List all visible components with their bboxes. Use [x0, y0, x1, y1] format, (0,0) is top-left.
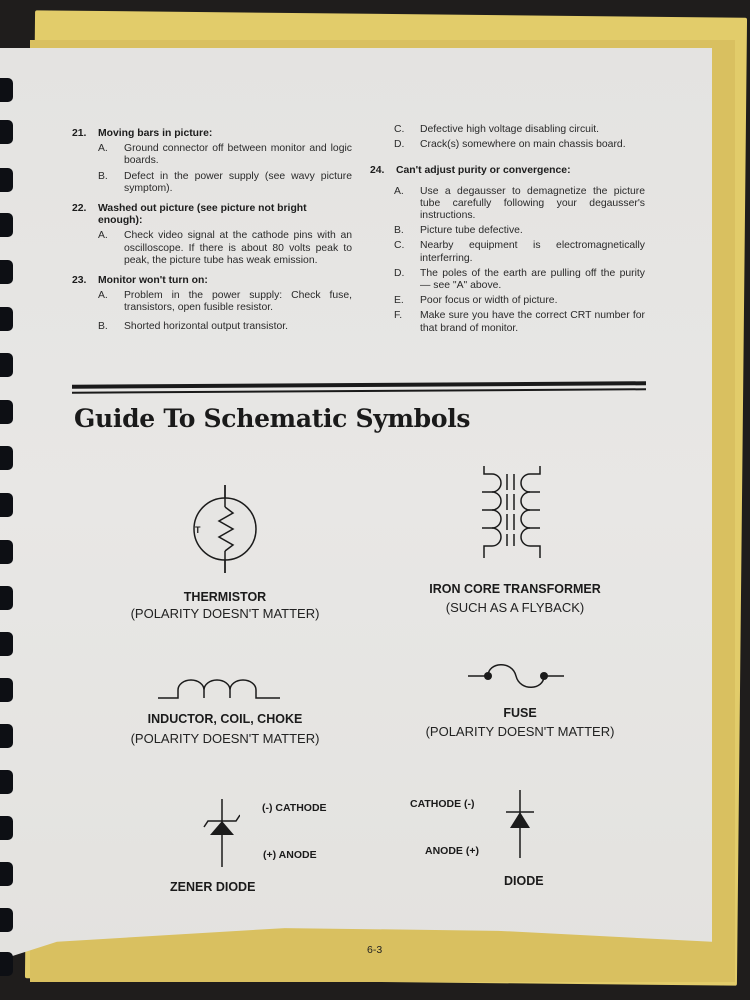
thermistor-note: (POLARITY DOESN'T MATTER) — [130, 606, 320, 621]
page-number: 6-3 — [367, 944, 383, 956]
answer-text: Problem in the power supply: Check fuse, transistors, open fusible resistor. — [124, 290, 352, 314]
item-title: Monitor won't turn on: — [98, 275, 208, 287]
item-23 — [72, 275, 352, 333]
transformer-note: (SUCH AS A FLYBACK) — [445, 600, 585, 615]
answer-letter: B. — [98, 320, 108, 332]
answer-letter: D. — [394, 267, 405, 279]
fuse-label: FUSE — [503, 706, 537, 720]
transformer-label: IRON CORE TRANSFORMER — [429, 582, 601, 596]
item-number: 23. — [72, 275, 87, 287]
inductor-icon — [156, 678, 286, 702]
troubleshooting-right-column — [370, 124, 645, 343]
item-21 — [72, 128, 352, 195]
thermistor-label: THERMISTOR — [183, 590, 267, 604]
answer-text: The poles of the earth are pulling off the purity — see "A" above. — [420, 267, 645, 292]
inductor-note: (POLARITY DOESN'T MATTER) — [130, 731, 320, 746]
item-22 — [72, 203, 352, 267]
answer-text: Shorted horizontal output transistor. — [124, 320, 289, 332]
zener-diode-icon — [200, 797, 240, 869]
answer-letter: A. — [98, 290, 108, 302]
zener-anode-label: (+) ANODE — [263, 849, 317, 861]
answer-text: Defective high voltage disabling circuit. — [420, 124, 600, 135]
item-number: 21. — [72, 128, 87, 139]
answer-letter: C. — [394, 124, 405, 135]
item-number: 22. — [72, 203, 87, 215]
answer-text: Nearby equipment is electromagnetically interferring. — [420, 240, 645, 264]
answer-letter: A. — [394, 185, 404, 197]
section-title: Guide To Schematic Symbols — [74, 404, 471, 433]
fuse-note: (POLARITY DOESN'T MATTER) — [425, 724, 615, 739]
item-title: Washed out picture (see picture not bright enough): — [98, 203, 307, 227]
fuse-icon — [466, 660, 566, 696]
answer-letter: F. — [394, 310, 403, 322]
diode-icon — [504, 788, 536, 860]
answer-text: Ground connector off between monitor and logic boards. — [124, 143, 352, 167]
answer-text: Picture tube defective. — [420, 225, 523, 237]
diode-label: DIODE — [504, 874, 544, 888]
thermistor-glyph-label: T — [195, 525, 201, 535]
inductor-label: INDUCTOR, COIL, CHOKE — [147, 712, 303, 726]
answer-text: Defect in the power supply (see wavy picture symptom). — [124, 170, 352, 194]
iron-core-transformer-icon — [478, 462, 548, 562]
item-title: Can't adjust purity or convergence: — [396, 165, 571, 177]
item-number: 24. — [370, 165, 385, 177]
answer-letter: B. — [98, 170, 108, 182]
item-24 — [370, 165, 645, 334]
zener-diode-label: ZENER DIODE — [170, 880, 256, 894]
answer-letter: E. — [394, 295, 404, 307]
answer-text: Make sure you have the correct CRT number for that brand of monitor. — [420, 310, 645, 334]
zener-cathode-label: (-) CATHODE — [262, 802, 327, 814]
answer-text: Use a degausser to demagnetize the picture tube carefully following your degausser's instructions. — [420, 185, 645, 222]
answer-letter: A. — [98, 230, 108, 242]
answer-letter: B. — [394, 225, 404, 237]
item-title: Moving bars in picture: — [98, 128, 213, 139]
answer-letter: D. — [394, 139, 405, 151]
answer-text: Crack(s) somewhere on main chassis board. — [420, 139, 626, 151]
answer-letter: A. — [98, 143, 108, 155]
diode-anode-label: ANODE (+) — [425, 845, 479, 857]
answer-letter: C. — [394, 240, 405, 252]
diode-cathode-label: CATHODE (-) — [410, 798, 475, 810]
answer-text: Poor focus or width of picture. — [420, 295, 558, 307]
item-23-continued — [370, 124, 645, 151]
answer-text: Check video signal at the cathode pins with an oscilloscope. If there is about 80 volts peak to peak, the picture tube has weak emission. — [124, 230, 352, 266]
troubleshooting-left-column — [72, 128, 352, 341]
thermistor-icon — [180, 483, 270, 575]
